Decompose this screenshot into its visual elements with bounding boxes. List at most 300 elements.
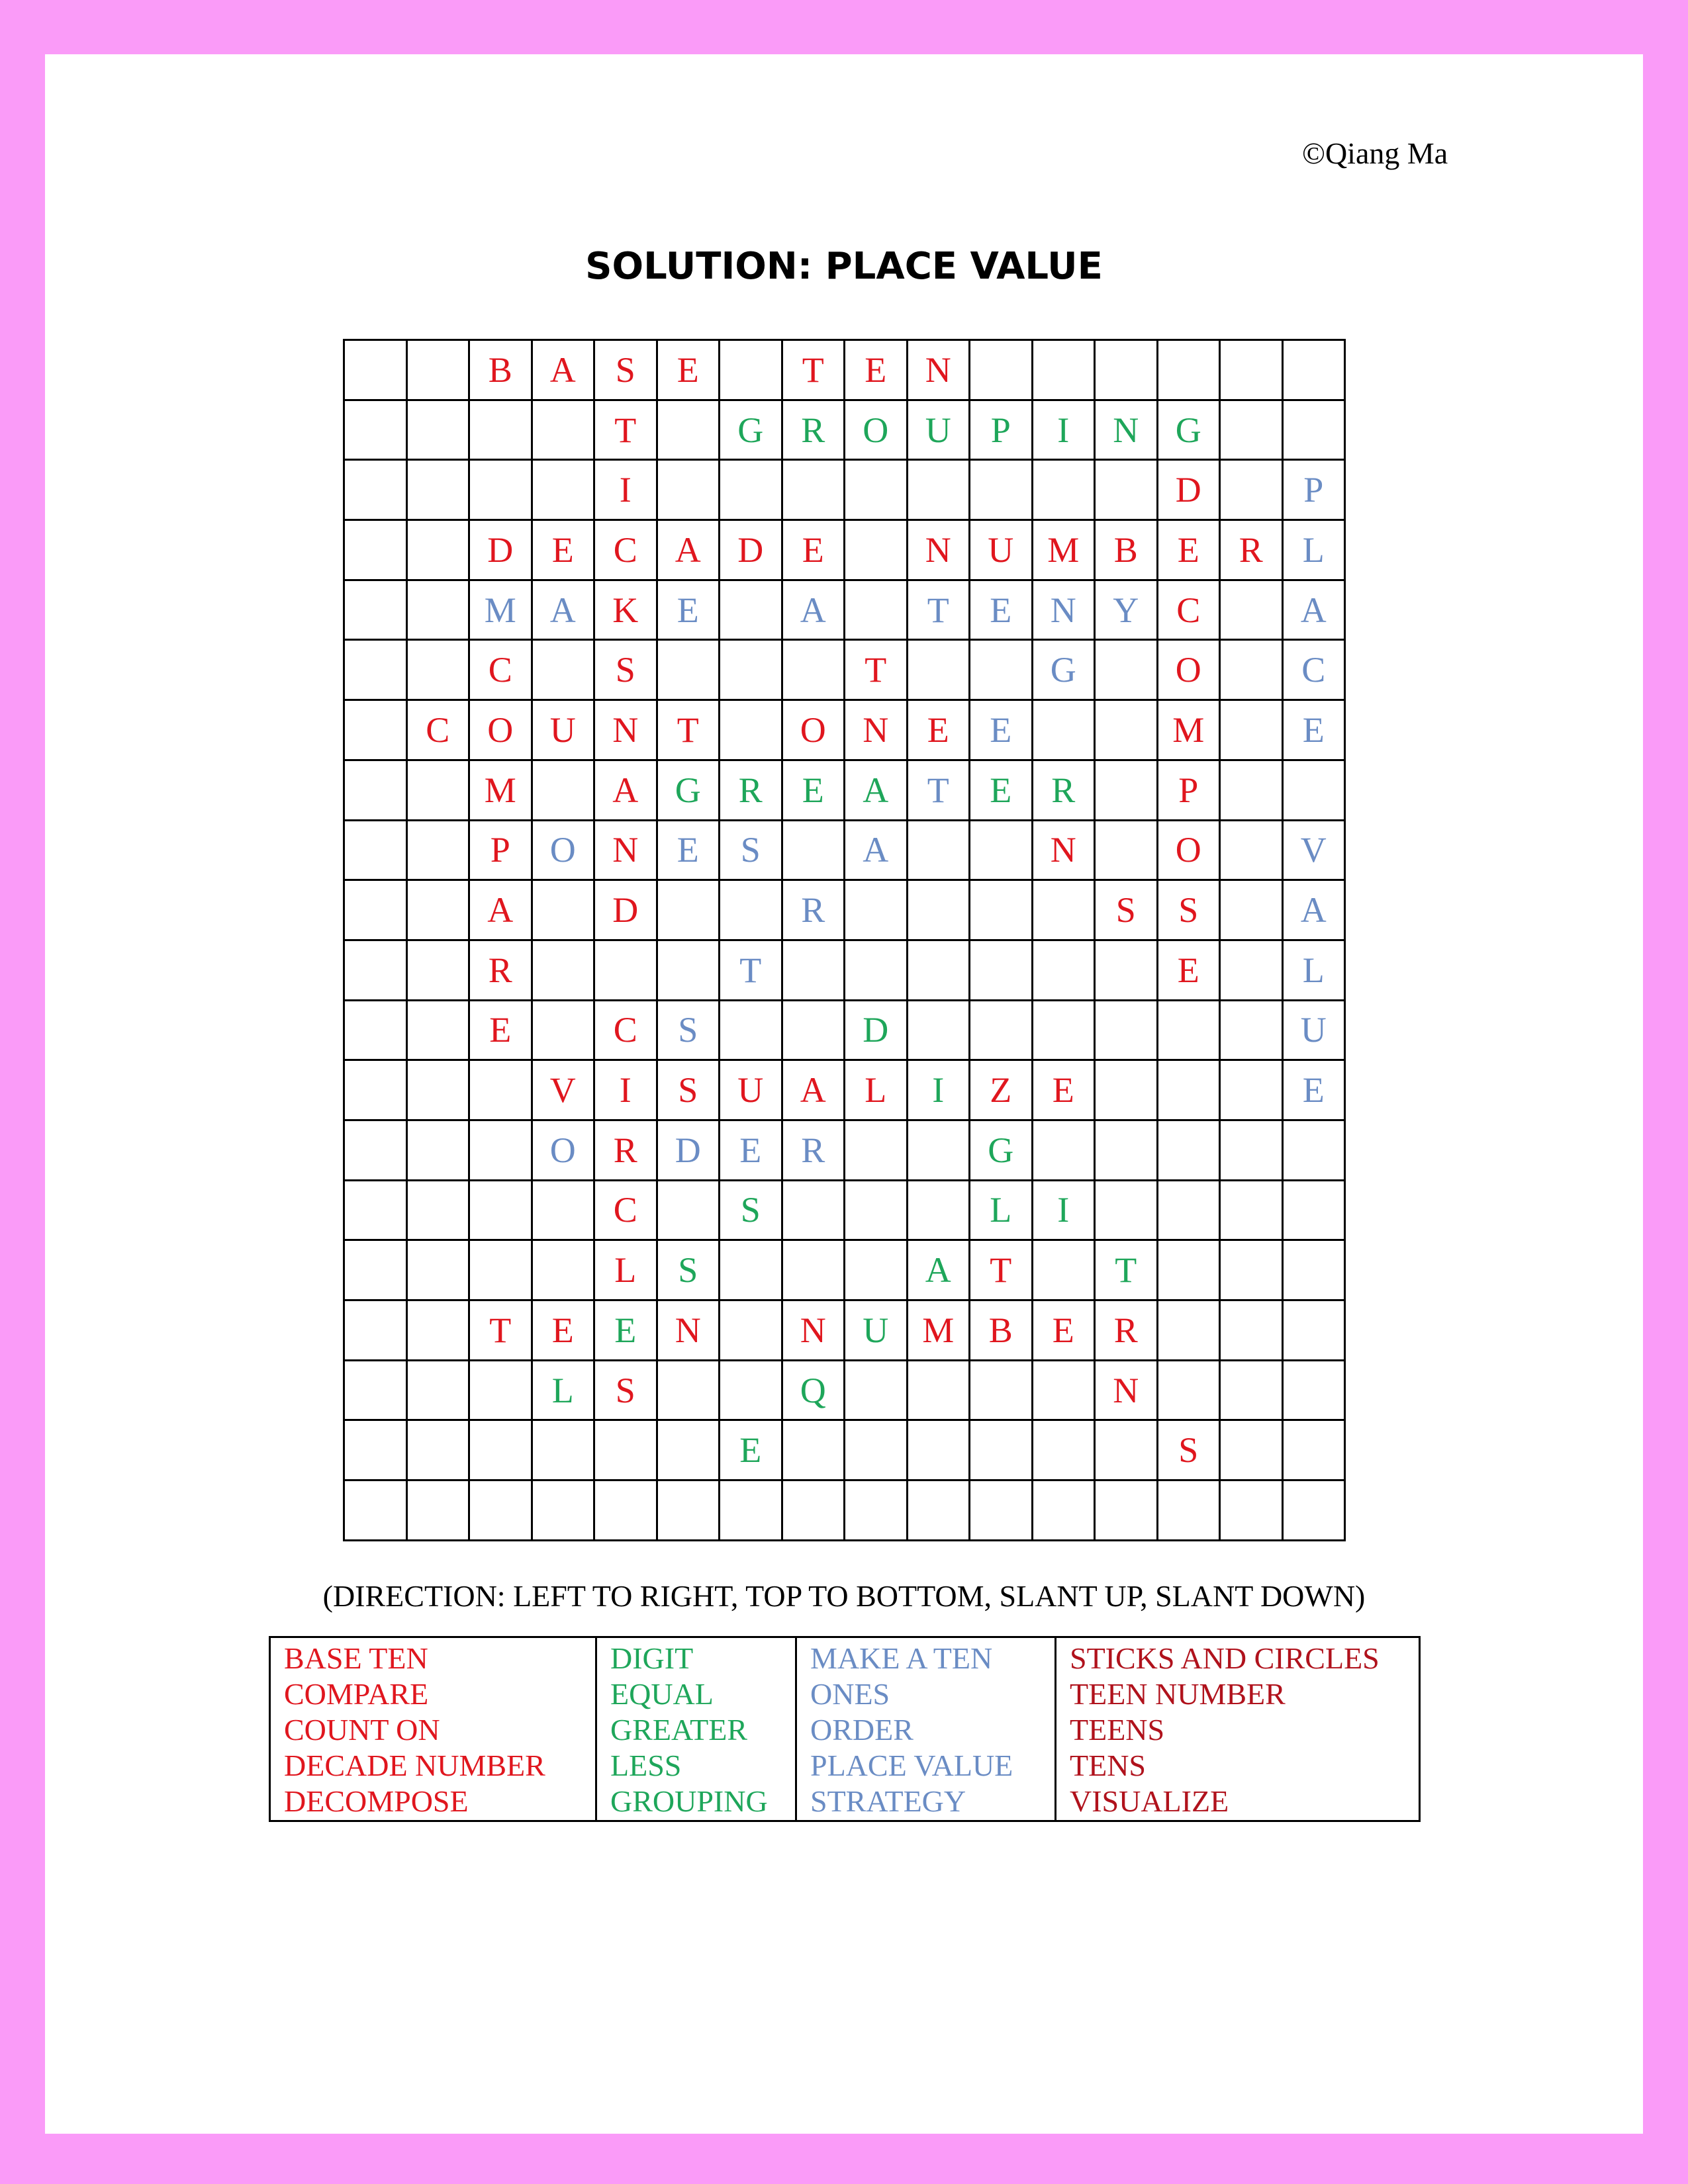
grid-cell: A xyxy=(845,821,908,882)
grid-cell: E xyxy=(970,761,1033,821)
word-bank-word: DECOMPOSE xyxy=(284,1784,469,1818)
grid-cell: A xyxy=(845,761,908,821)
grid-cell: O xyxy=(533,821,596,882)
grid-cell: E xyxy=(533,521,596,581)
grid-cell xyxy=(1096,341,1158,401)
grid-cell xyxy=(845,461,908,521)
grid-cell: M xyxy=(1033,521,1096,581)
grid-cell: O xyxy=(845,401,908,461)
grid-cell: B xyxy=(470,341,533,401)
grid-cell: U xyxy=(533,701,596,761)
grid-cell: E xyxy=(1033,1301,1096,1361)
word-bank-word: ORDER xyxy=(810,1713,914,1747)
grid-cell: L xyxy=(533,1361,596,1422)
grid-cell: G xyxy=(658,761,721,821)
grid-cell: N xyxy=(1033,821,1096,882)
grid-cell xyxy=(970,641,1033,701)
grid-cell xyxy=(908,1481,971,1541)
grid-cell: G xyxy=(1033,641,1096,701)
grid-cell xyxy=(783,821,846,882)
grid-cell xyxy=(658,1361,721,1422)
grid-cell: A xyxy=(783,1061,846,1121)
grid-cell xyxy=(908,881,971,941)
grid-cell: D xyxy=(845,1001,908,1062)
grid-cell xyxy=(1033,461,1096,521)
grid-cell xyxy=(408,761,471,821)
grid-cell xyxy=(345,1481,408,1541)
grid-cell: O xyxy=(533,1121,596,1181)
grid-cell xyxy=(533,881,596,941)
grid-cell xyxy=(533,1241,596,1301)
grid-cell: U xyxy=(908,401,971,461)
grid-cell xyxy=(845,521,908,581)
grid-cell xyxy=(345,1181,408,1242)
grid-cell xyxy=(845,581,908,641)
grid-cell: E xyxy=(1158,941,1221,1001)
grid-cell xyxy=(1284,761,1346,821)
grid-cell: L xyxy=(1284,941,1346,1001)
grid-cell xyxy=(783,1181,846,1242)
grid-cell xyxy=(1096,1421,1158,1481)
grid-cell: C xyxy=(408,701,471,761)
grid-cell: N xyxy=(1033,581,1096,641)
grid-cell xyxy=(1221,1421,1284,1481)
grid-cell: R xyxy=(783,881,846,941)
grid-cell: A xyxy=(908,1241,971,1301)
grid-cell xyxy=(345,641,408,701)
grid-cell xyxy=(408,1421,471,1481)
grid-cell xyxy=(1096,641,1158,701)
grid-cell xyxy=(845,941,908,1001)
grid-cell xyxy=(1033,1481,1096,1541)
word-bank-column xyxy=(595,1638,795,1820)
grid-cell xyxy=(408,1121,471,1181)
grid-cell xyxy=(783,941,846,1001)
word-bank-word: LESS xyxy=(610,1749,682,1782)
grid-cell: E xyxy=(595,1301,658,1361)
grid-cell: N xyxy=(908,341,971,401)
grid-cell xyxy=(908,1181,971,1242)
grid-cell xyxy=(345,1301,408,1361)
grid-cell xyxy=(1096,701,1158,761)
grid-cell xyxy=(1096,821,1158,882)
grid-cell xyxy=(1158,1121,1221,1181)
word-bank-word: VISUALIZE xyxy=(1070,1784,1229,1818)
grid-cell: G xyxy=(970,1121,1033,1181)
grid-cell xyxy=(595,941,658,1001)
grid-cell: Q xyxy=(783,1361,846,1422)
grid-cell xyxy=(1221,461,1284,521)
grid-cell xyxy=(408,1481,471,1541)
grid-cell xyxy=(658,401,721,461)
grid-cell xyxy=(533,1481,596,1541)
grid-cell xyxy=(1221,401,1284,461)
grid-cell xyxy=(1284,1121,1346,1181)
word-bank-column xyxy=(795,1638,1055,1820)
grid-cell xyxy=(533,461,596,521)
grid-cell: N xyxy=(1096,1361,1158,1422)
grid-cell xyxy=(533,761,596,821)
grid-cell xyxy=(408,1061,471,1121)
grid-cell: D xyxy=(470,521,533,581)
grid-cell xyxy=(533,641,596,701)
grid-cell xyxy=(1158,1061,1221,1121)
grid-cell xyxy=(408,1181,471,1242)
grid-cell xyxy=(1158,1181,1221,1242)
grid-cell xyxy=(658,881,721,941)
grid-cell xyxy=(908,1001,971,1062)
word-bank-word: PLACE VALUE xyxy=(810,1749,1013,1782)
grid-cell xyxy=(720,1001,783,1062)
grid-cell xyxy=(470,1121,533,1181)
grid-cell xyxy=(783,461,846,521)
grid-cell: K xyxy=(595,581,658,641)
grid-cell xyxy=(1221,761,1284,821)
grid-cell: G xyxy=(1158,401,1221,461)
grid-cell: A xyxy=(595,761,658,821)
grid-cell: C xyxy=(1158,581,1221,641)
grid-cell xyxy=(345,821,408,882)
grid-cell xyxy=(1033,1421,1096,1481)
grid-cell xyxy=(908,641,971,701)
grid-cell xyxy=(1158,1001,1221,1062)
grid-cell: R xyxy=(1096,1301,1158,1361)
grid-cell xyxy=(1284,401,1346,461)
grid-cell: S xyxy=(720,1181,783,1242)
grid-cell xyxy=(720,581,783,641)
grid-cell xyxy=(720,701,783,761)
grid-cell: S xyxy=(595,341,658,401)
grid-cell xyxy=(595,1481,658,1541)
grid-cell xyxy=(345,461,408,521)
grid-cell xyxy=(533,1181,596,1242)
grid-cell xyxy=(970,821,1033,882)
grid-cell xyxy=(408,341,471,401)
grid-cell xyxy=(1221,821,1284,882)
grid-cell xyxy=(720,1241,783,1301)
grid-cell xyxy=(720,1481,783,1541)
grid-cell xyxy=(1033,881,1096,941)
grid-cell: N xyxy=(595,821,658,882)
grid-cell: B xyxy=(970,1301,1033,1361)
grid-cell: E xyxy=(783,761,846,821)
grid-cell xyxy=(1096,1181,1158,1242)
grid-cell: Z xyxy=(970,1061,1033,1121)
grid-cell: E xyxy=(470,1001,533,1062)
grid-cell: S xyxy=(1096,881,1158,941)
grid-cell: L xyxy=(595,1241,658,1301)
grid-cell xyxy=(658,1421,721,1481)
grid-cell xyxy=(408,461,471,521)
grid-cell xyxy=(470,1061,533,1121)
grid-cell xyxy=(345,881,408,941)
grid-cell xyxy=(345,401,408,461)
grid-cell xyxy=(1221,1481,1284,1541)
grid-cell: E xyxy=(658,821,721,882)
grid-cell: P xyxy=(970,401,1033,461)
word-bank-column xyxy=(1055,1638,1419,1820)
grid-cell: E xyxy=(658,341,721,401)
grid-cell: B xyxy=(1096,521,1158,581)
word-bank-word: TENS xyxy=(1070,1749,1146,1782)
grid-cell xyxy=(408,1001,471,1062)
grid-cell xyxy=(845,1241,908,1301)
grid-cell: M xyxy=(1158,701,1221,761)
grid-cell xyxy=(345,1001,408,1062)
grid-cell: R xyxy=(783,401,846,461)
grid-cell: D xyxy=(595,881,658,941)
grid-cell: I xyxy=(595,1061,658,1121)
grid-cell: D xyxy=(1158,461,1221,521)
grid-cell: L xyxy=(970,1181,1033,1242)
word-bank-word: GREATER xyxy=(610,1713,747,1747)
grid-cell xyxy=(1221,641,1284,701)
grid-cell xyxy=(908,461,971,521)
grid-cell xyxy=(1096,941,1158,1001)
grid-cell xyxy=(908,1121,971,1181)
grid-cell: S xyxy=(595,1361,658,1422)
grid-cell xyxy=(1221,1001,1284,1062)
grid-cell xyxy=(1096,1061,1158,1121)
grid-cell xyxy=(1158,341,1221,401)
grid-cell xyxy=(908,1361,971,1422)
grid-cell: S xyxy=(720,821,783,882)
page-title: SOLUTION: PLACE VALUE xyxy=(585,245,1103,288)
grid-cell xyxy=(345,761,408,821)
grid-cell xyxy=(1033,341,1096,401)
grid-cell: R xyxy=(783,1121,846,1181)
grid-cell: A xyxy=(658,521,721,581)
grid-cell: T xyxy=(970,1241,1033,1301)
grid-cell xyxy=(470,461,533,521)
grid-cell xyxy=(845,1121,908,1181)
grid-cell xyxy=(1284,1481,1346,1541)
grid-cell: D xyxy=(658,1121,721,1181)
word-bank-word: DIGIT xyxy=(610,1641,694,1675)
grid-cell xyxy=(783,641,846,701)
grid-cell xyxy=(408,881,471,941)
grid-cell xyxy=(1033,1241,1096,1301)
grid-cell xyxy=(1096,1001,1158,1062)
grid-cell xyxy=(1284,1421,1346,1481)
grid-cell xyxy=(345,1241,408,1301)
grid-cell xyxy=(408,581,471,641)
grid-cell: E xyxy=(1158,521,1221,581)
grid-cell: S xyxy=(658,1241,721,1301)
grid-cell: P xyxy=(1284,461,1346,521)
grid-cell xyxy=(408,1361,471,1422)
grid-cell: T xyxy=(658,701,721,761)
grid-cell: T xyxy=(1096,1241,1158,1301)
grid-cell xyxy=(1033,1121,1096,1181)
grid-cell xyxy=(970,881,1033,941)
grid-cell: E xyxy=(1033,1061,1096,1121)
grid-cell xyxy=(345,941,408,1001)
grid-cell xyxy=(970,941,1033,1001)
grid-cell xyxy=(1221,1181,1284,1242)
grid-cell xyxy=(345,1061,408,1121)
grid-cell xyxy=(1033,1001,1096,1062)
grid-cell: S xyxy=(658,1001,721,1062)
grid-cell xyxy=(658,1181,721,1242)
grid-cell: R xyxy=(1033,761,1096,821)
grid-cell xyxy=(1221,1241,1284,1301)
grid-cell: E xyxy=(908,701,971,761)
grid-cell xyxy=(470,1421,533,1481)
grid-cell: O xyxy=(1158,821,1221,882)
grid-cell xyxy=(970,1421,1033,1481)
grid-cell xyxy=(1158,1301,1221,1361)
grid-cell xyxy=(408,641,471,701)
grid-cell: P xyxy=(1158,761,1221,821)
grid-cell: T xyxy=(595,401,658,461)
grid-cell: E xyxy=(533,1301,596,1361)
grid-cell xyxy=(408,521,471,581)
grid-cell: E xyxy=(1284,701,1346,761)
word-bank-word: ONES xyxy=(810,1677,890,1711)
grid-cell: S xyxy=(1158,881,1221,941)
grid-cell: A xyxy=(470,881,533,941)
grid-cell xyxy=(1221,1301,1284,1361)
grid-cell xyxy=(1033,701,1096,761)
grid-cell: S xyxy=(658,1061,721,1121)
grid-cell xyxy=(970,1001,1033,1062)
grid-cell: O xyxy=(470,701,533,761)
grid-cell: T xyxy=(845,641,908,701)
grid-cell: N xyxy=(845,701,908,761)
grid-cell: I xyxy=(1033,401,1096,461)
grid-cell xyxy=(845,1181,908,1242)
grid-cell xyxy=(1033,1361,1096,1422)
grid-cell xyxy=(1284,341,1346,401)
grid-cell: R xyxy=(720,761,783,821)
grid-cell: U xyxy=(970,521,1033,581)
grid-cell xyxy=(345,581,408,641)
word-bank-word: COMPARE xyxy=(284,1677,429,1711)
word-bank-word: DECADE NUMBER xyxy=(284,1749,545,1782)
grid-cell: I xyxy=(908,1061,971,1121)
grid-cell xyxy=(845,881,908,941)
grid-cell: N xyxy=(908,521,971,581)
grid-cell xyxy=(658,1481,721,1541)
grid-cell xyxy=(1221,341,1284,401)
word-bank xyxy=(269,1636,1421,1822)
grid-cell xyxy=(1158,1361,1221,1422)
grid-cell xyxy=(1221,1061,1284,1121)
grid-cell xyxy=(345,1361,408,1422)
grid-cell: C xyxy=(595,1181,658,1242)
grid-cell xyxy=(970,1361,1033,1422)
grid-cell xyxy=(720,1301,783,1361)
grid-cell: V xyxy=(1284,821,1346,882)
grid-cell xyxy=(1158,1481,1221,1541)
grid-cell: E xyxy=(970,581,1033,641)
word-bank-word: BASE TEN xyxy=(284,1641,428,1675)
grid-cell: T xyxy=(783,341,846,401)
grid-cell xyxy=(1221,1361,1284,1422)
word-search-grid xyxy=(343,339,1346,1541)
grid-cell xyxy=(1221,881,1284,941)
grid-cell xyxy=(845,1481,908,1541)
grid-cell xyxy=(408,821,471,882)
grid-cell xyxy=(970,461,1033,521)
grid-cell xyxy=(408,1241,471,1301)
word-bank-word: STRATEGY xyxy=(810,1784,966,1818)
grid-cell: U xyxy=(1284,1001,1346,1062)
grid-cell: A xyxy=(1284,881,1346,941)
grid-cell: M xyxy=(470,761,533,821)
grid-cell xyxy=(1284,1181,1346,1242)
grid-cell xyxy=(345,1421,408,1481)
grid-cell xyxy=(970,341,1033,401)
word-bank-word: TEEN NUMBER xyxy=(1070,1677,1286,1711)
grid-cell: E xyxy=(658,581,721,641)
grid-cell xyxy=(345,1121,408,1181)
grid-cell: R xyxy=(470,941,533,1001)
grid-cell xyxy=(1221,1121,1284,1181)
grid-cell: V xyxy=(533,1061,596,1121)
grid-cell: C xyxy=(595,1001,658,1062)
grid-cell xyxy=(408,401,471,461)
grid-cell xyxy=(595,1421,658,1481)
grid-cell: A xyxy=(783,581,846,641)
grid-cell xyxy=(1221,701,1284,761)
grid-cell xyxy=(1284,1241,1346,1301)
grid-cell xyxy=(783,1001,846,1062)
grid-cell: U xyxy=(720,1061,783,1121)
grid-cell xyxy=(408,1301,471,1361)
word-bank-word: TEENS xyxy=(1070,1713,1165,1747)
grid-cell: I xyxy=(595,461,658,521)
grid-cell xyxy=(658,641,721,701)
grid-cell xyxy=(1096,1121,1158,1181)
grid-cell xyxy=(533,1421,596,1481)
grid-cell: E xyxy=(720,1421,783,1481)
grid-cell xyxy=(783,1481,846,1541)
grid-cell: O xyxy=(1158,641,1221,701)
grid-cell: T xyxy=(720,941,783,1001)
grid-cell: D xyxy=(720,521,783,581)
grid-cell xyxy=(533,941,596,1001)
word-bank-column xyxy=(271,1638,595,1820)
grid-cell: N xyxy=(595,701,658,761)
grid-cell: E xyxy=(720,1121,783,1181)
grid-cell xyxy=(1158,1241,1221,1301)
grid-cell: G xyxy=(720,401,783,461)
grid-cell: E xyxy=(970,701,1033,761)
grid-cell: R xyxy=(595,1121,658,1181)
grid-cell xyxy=(470,1361,533,1422)
grid-cell: O xyxy=(783,701,846,761)
grid-cell xyxy=(470,1241,533,1301)
grid-cell: A xyxy=(1284,581,1346,641)
grid-cell xyxy=(1221,941,1284,1001)
grid-cell xyxy=(658,941,721,1001)
copyright-notice: ©Qiang Ma xyxy=(1302,136,1448,170)
grid-cell xyxy=(470,401,533,461)
grid-cell: C xyxy=(1284,641,1346,701)
grid-cell: M xyxy=(908,1301,971,1361)
grid-cell: L xyxy=(1284,521,1346,581)
grid-cell xyxy=(470,1481,533,1541)
grid-cell: R xyxy=(1221,521,1284,581)
grid-cell: T xyxy=(908,581,971,641)
grid-cell xyxy=(408,941,471,1001)
grid-cell xyxy=(1096,1481,1158,1541)
grid-cell xyxy=(720,641,783,701)
word-bank-word: MAKE A TEN xyxy=(810,1641,993,1675)
grid-cell: T xyxy=(908,761,971,821)
